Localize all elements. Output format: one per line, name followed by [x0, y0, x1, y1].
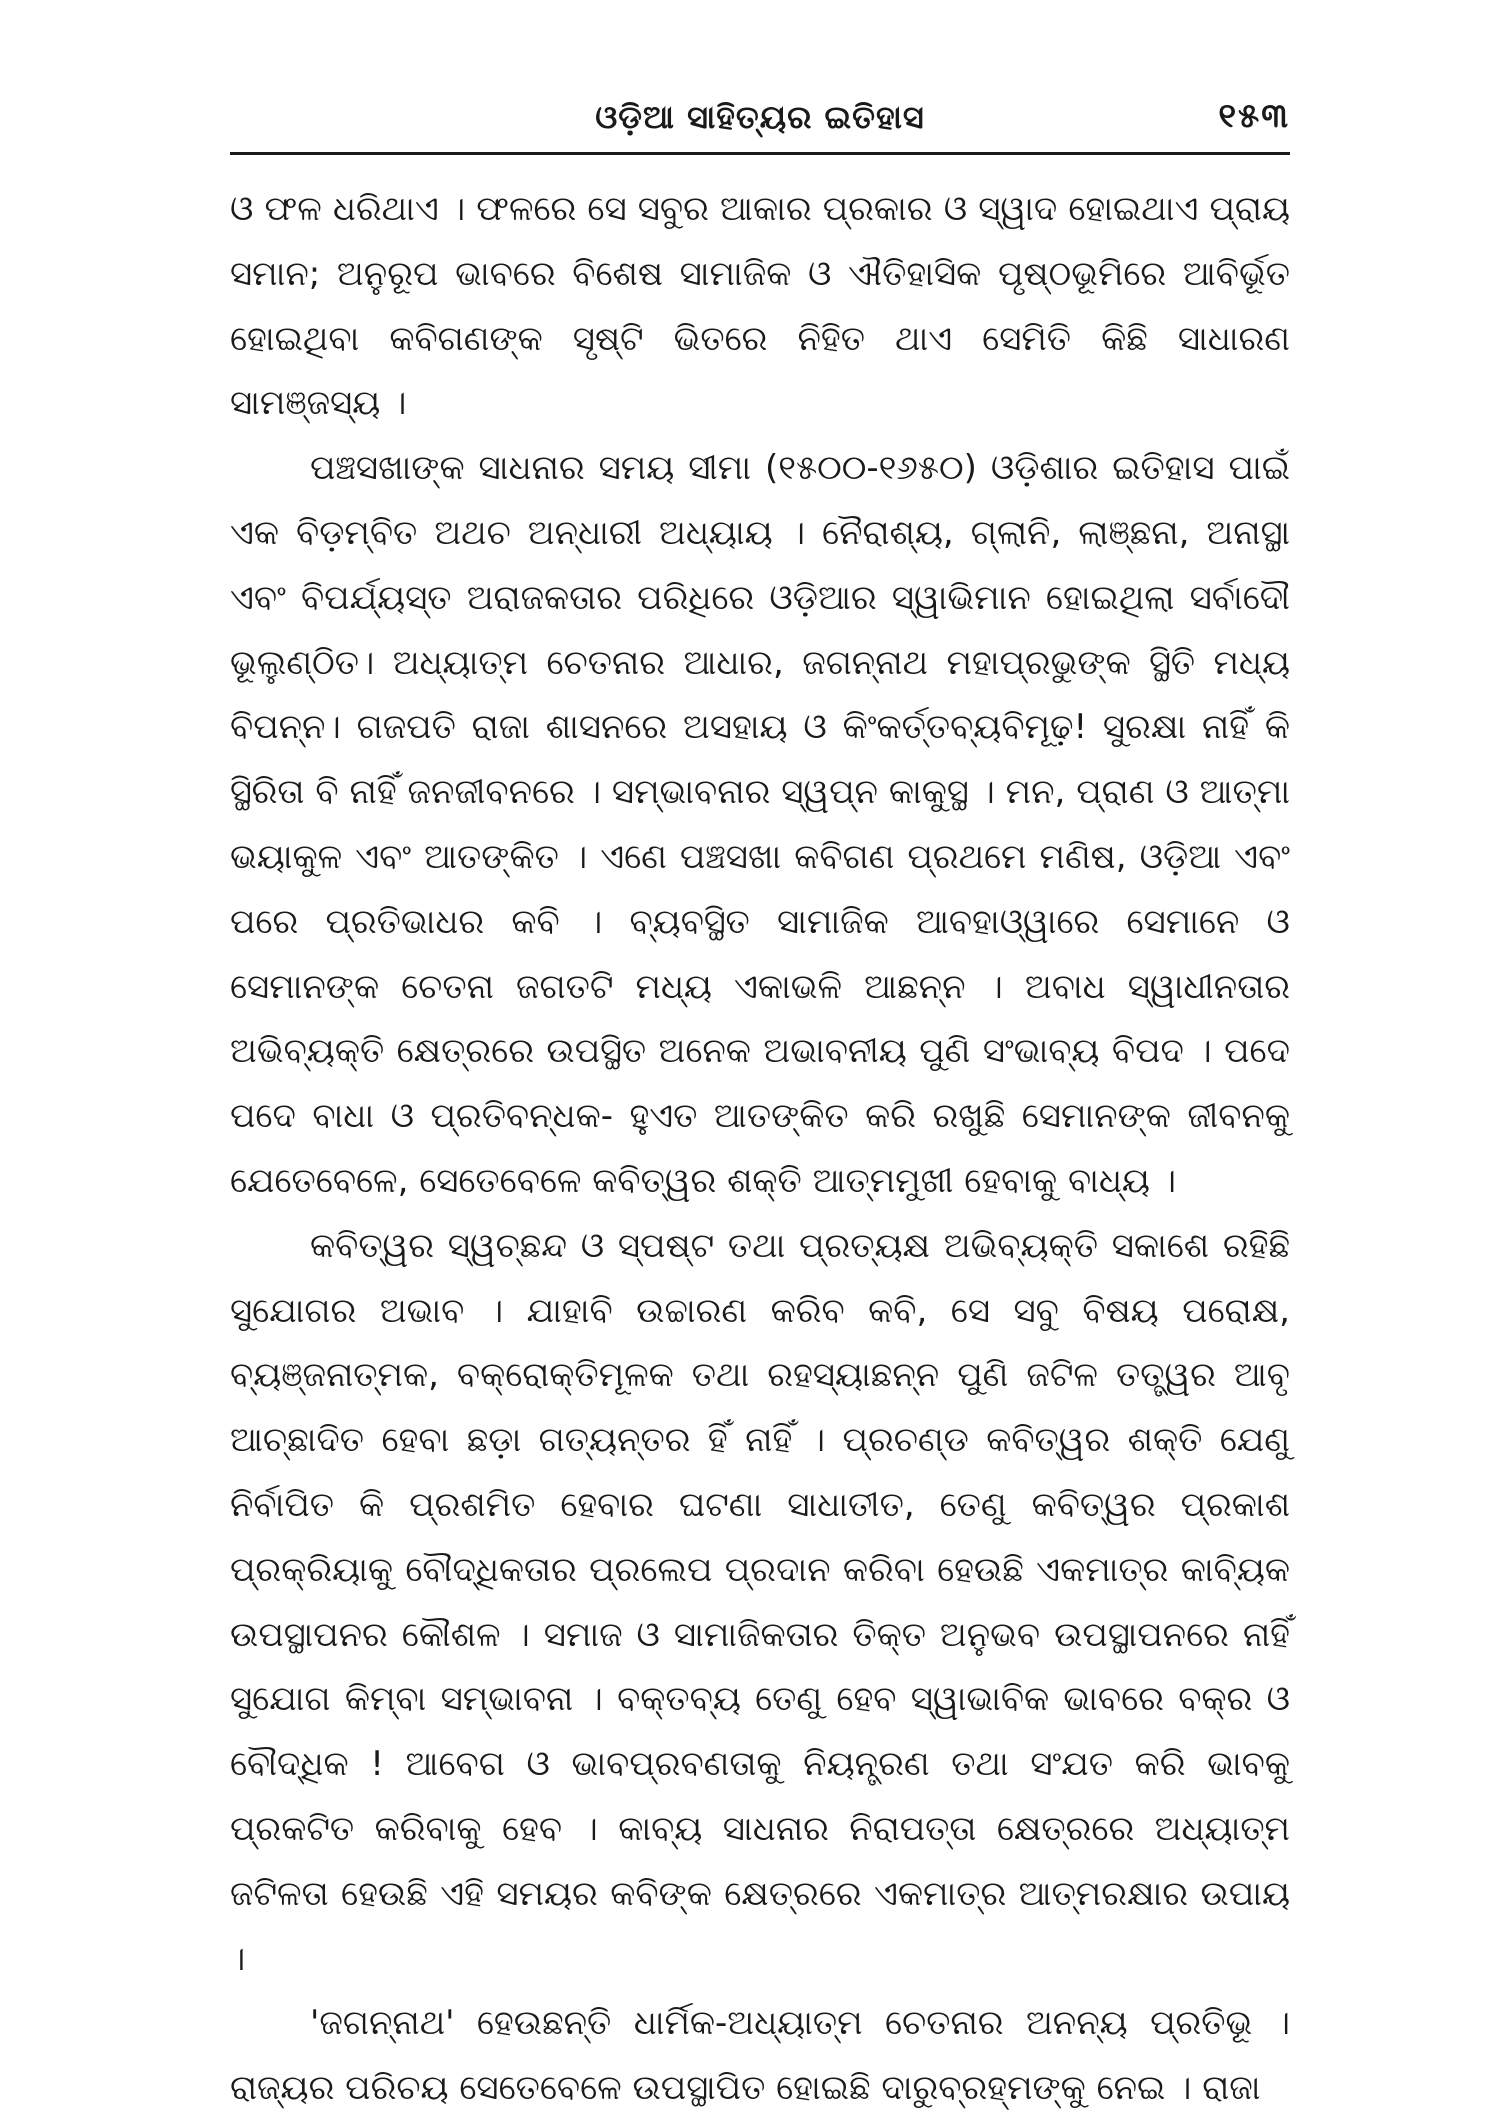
page-number: ୧୫୩	[1218, 96, 1290, 136]
body-text	[230, 177, 1290, 2121]
running-header	[230, 90, 1290, 152]
paragraph-4: 'ଜଗନ୍ନାଥ' ହେଉଛନ୍ତି ଧାର୍ମିକ-ଅଧ୍ୟାତ୍ମ ଚେତନାର ଅନନ୍ୟ ପ୍ରତିଭୂ । ରାଜ୍ୟର ପରିଚୟ ସେତେବେଳେ ଉପସ୍ଥାପିତ ହୋଇଛି ଦାରୁବ୍ରହ୍ମଙ୍କୁ ନେଇ । ରାଜା	[230, 2003, 1290, 2109]
paragraph-2: ପଞ୍ଚସଖାଙ୍କ ସାଧନାର ସମୟ ସୀମା (୧୫୦୦-୧୬୫୦) ଓଡ଼ିଶାର ଇତିହାସ ପାଇଁ ଏକ ବିଡ଼ମ୍ବିତ ଅଥଚ ଅନ୍ଧାରୀ ଅଧ୍ୟାୟ । ନୈରାଶ୍ୟ, ଗ୍ଲାନି, ଲାଞ୍ଛନା, ଅନାସ୍ଥା ଏବଂ ବିପର୍ଯ୍ୟସ୍ତ ଅରାଜକତାର ପରିଧିରେ ଓଡ଼ିଆର ସ୍ୱାଭିମାନ ହୋଇଥିଲା ସର୍ବାଦୌ ଭୂଲୁଣ୍ଠିତ। ଅଧ୍ୟାତ୍ମ ଚେତନାର ଆଧାର, ଜଗନ୍ନାଥ ମହାପ୍ରଭୁଙ୍କ ସ୍ଥିତି ମଧ୍ୟ ବିପନ୍ନ। ଗଜପତି ରାଜା ଶାସନରେ ଅସହାୟ ଓ କିଂକର୍ତ୍ତବ୍ୟବିମୂଢ଼! ସୁରକ୍ଷା ନାହିଁ କି ସ୍ଥିରିତା ବି ନାହିଁ ଜନଜୀବନରେ । ସମ୍ଭାବନାର ସ୍ୱପ୍ନ କାକୁସ୍ଥ । ମନ, ପ୍ରାଣ ଓ ଆତ୍ମା ଭୟାକୁଳ ଏବଂ ଆତଙ୍କିତ । ଏଣେ ପଞ୍ଚସଖା କବିଗଣ ପ୍ରଥମେ ମଣିଷ, ଓଡ଼ିଆ ଏବଂ ପରେ ପ୍ରତିଭାଧର କବି । ବ୍ୟବସ୍ଥିତ ସାମାଜିକ ଆବହାଓ୍ୱାରେ ସେମାନେ ଓ ସେମାନଙ୍କ ଚେତନା ଜଗତଟି ମଧ୍ୟ ଏକାଭଳି ଆଛନ୍ନ । ଅବାଧ ସ୍ୱାଧୀନତାର ଅଭିବ୍ୟକ୍ତି କ୍ଷେତ୍ରରେ ଉପସ୍ଥିତ ଅନେକ ଅଭାବନୀୟ ପୁଣି ସଂଭାବ୍ୟ ବିପଦ । ପଦେ ପଦେ ବାଧା ଓ ପ୍ରତିବନ୍ଧକ- ହୁଏତ ଆତଙ୍କିତ କରି ରଖୁଛି ସେମାନଙ୍କ ଜୀବନକୁ ଯେତେବେଳେ, ସେତେବେଳେ କବିତ୍ୱର ଶକ୍ତି ଆତ୍ମମୁଖୀ ହେବାକୁ ବାଧ୍ୟ ।	[230, 448, 1290, 1201]
paragraph-3: କବିତ୍ୱର ସ୍ୱଚ୍ଛନ୍ଦ ଓ ସ୍ପଷ୍ଟ ତଥା ପ୍ରତ୍ୟକ୍ଷ ଅଭିବ୍ୟକ୍ତି ସକାଶେ ରହିଛି ସୁଯୋଗର ଅଭାବ । ଯାହାବି ଉଚ୍ଚାରଣ କରିବ କବି, ସେ ସବୁ ବିଷୟ ପରୋକ୍ଷ, ବ୍ୟଞ୍ଜନାତ୍ମକ, ବକ୍ରୋକ୍ତିମୂଳକ ତଥା ରହସ୍ୟାଛନ୍ନ ପୁଣି ଜଟିଳ ତତ୍ତ୍ୱର ଆବୃ ଆଚ୍ଛାଦିତ ହେବା ଛଡ଼ା ଗତ୍ୟନ୍ତର ହିଁ ନାହିଁ । ପ୍ରଚଣ୍ଡ କବିତ୍ୱର ଶକ୍ତି ଯେଣୁ ନିର୍ବାପିତ କି ପ୍ରଶମିତ ହେବାର ଘଟଣା ସାଧାତୀତ, ତେଣୁ କବିତ୍ୱର ପ୍ରକାଶ ପ୍ରକ୍ରିୟାକୁ ବୌଦ୍ଧିକତାର ପ୍ରଲେପ ପ୍ରଦାନ କରିବା ହେଉଛି ଏକମାତ୍ର କାବ୍ୟିକ ଉପସ୍ଥାପନର କୌଶଳ । ସମାଜ ଓ ସାମାଜିକତାର ତିକ୍ତ ଅନୁଭବ ଉପସ୍ଥାପନରେ ନାହିଁ ସୁଯୋଗ କିମ୍ବା ସମ୍ଭାବନା । ବକ୍ତବ୍ୟ ତେଣୁ ହେବ ସ୍ୱାଭାବିକ ଭାବରେ ବକ୍ର ଓ ବୌଦ୍ଧିକ ! ଆବେଗ ଓ ଭାବପ୍ରବଣତାକୁ ନିୟନ୍ତ୍ରଣ ତଥା ସଂଯତ କରି ଭାବକୁ ପ୍ରକଟିତ କରିବାକୁ ହେବ । କାବ୍ୟ ସାଧନାର ନିରାପତ୍ତା କ୍ଷେତ୍ରରେ ଅଧ୍ୟାତ୍ମ ଜଟିଳତା ହେଉଛି ଏହି ସମୟର କବିଙ୍କ କ୍ଷେତ୍ରରେ ଏକମାତ୍ର ଆତ୍ମରକ୍ଷାର ଉପାୟ ।	[230, 1225, 1290, 1979]
header-rule	[230, 152, 1290, 155]
book-page	[230, 90, 1290, 2109]
running-title: ଓଡ଼ିଆ ସାହିତ୍ୟର ଇତିହାସ	[595, 98, 925, 136]
paragraph-1: ଓ ଫଳ ଧରିଥାଏ । ଫଳରେ ସେ ସବୁର ଆକାର ପ୍ରକାର ଓ ସ୍ୱାଦ ହୋଇଥାଏ ପ୍ରାୟ ସମାନ; ଅନୁରୂପ ଭାବରେ ବିଶେଷ ସାମାଜିକ ଓ ଐତିହାସିକ ପୃଷ୍ଠଭୂମିରେ ଆବିର୍ଭୂତ ହୋଇଥିବା କବିଗଣଙ୍କ ସୃଷ୍ଟି ଭିତରେ ନିହିତ ଥାଏ ସେମିତି କିଛି ସାଧାରଣ ସାମଞ୍ଜସ୍ୟ ।	[230, 189, 1290, 424]
